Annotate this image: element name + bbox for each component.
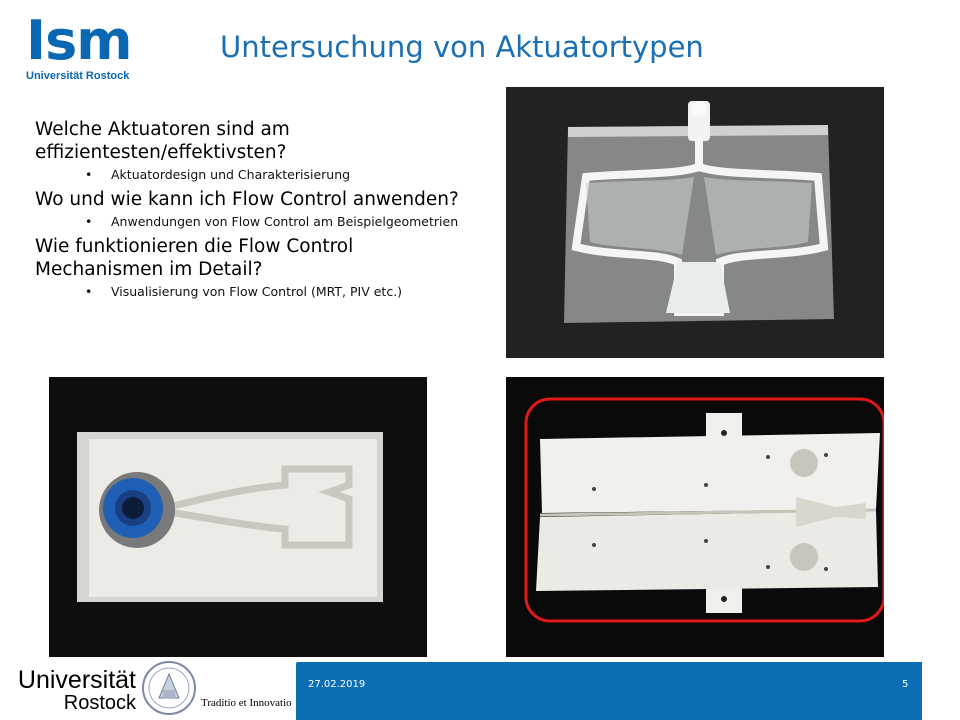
bullet-3-text: Visualisierung von Flow Control (MRT, PIV etc.) [111,284,403,299]
clear-acrylic-actuator-photo [506,87,884,358]
university-wordmark [8,668,136,714]
white-printed-actuator-halves-photo [506,377,884,657]
bullet-1 [35,166,485,184]
white-actuator-with-blue-fitting-photo [49,377,427,657]
ism-logo [26,9,156,82]
question-2: Wo und wie kann ich Flow Control anwenden? [35,189,459,210]
bullet-dot: • [85,214,93,229]
page-number: 5 [902,679,909,690]
university-wordmark-line2: Rostock [63,692,136,714]
university-seal-icon [141,660,197,716]
bullet-1-text: Aktuatordesign und Charakterisierung [111,167,351,182]
footer-bar [296,662,922,720]
bullet-dot: • [85,284,93,299]
question-1: Welche Aktuatoren sind am effizientesten/effektivsten? [35,119,290,163]
bullet-3 [35,283,485,301]
bullet-2-text: Anwendungen von Flow Control am Beispielgeometrien [111,214,459,229]
slide-content [35,118,485,305]
ism-logo-text: Ism [26,9,132,72]
bullet-dot: • [85,167,93,182]
ism-logo-subtitle: Universität Rostock [26,70,130,82]
university-motto: Traditio et Innovatio [201,697,292,709]
bullet-2 [35,213,485,231]
university-wordmark-line1: Universität [17,666,136,694]
footer-date: 27.02.2019 [308,679,366,690]
slide-title: Untersuchung von Aktuatortypen [220,30,704,64]
question-3: Wie funktionieren die Flow Control Mechanismen im Detail? [35,236,354,280]
